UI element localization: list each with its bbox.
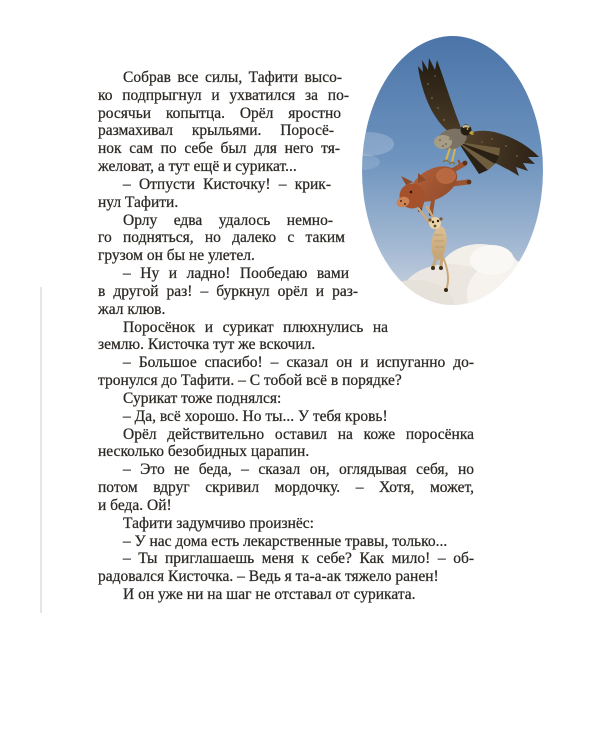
text-line: желоват, а тут ещё и сурикат... bbox=[98, 158, 297, 176]
text-line: радовался Кисточка. – Ведь я та-а-ак тяжело ранен! bbox=[98, 568, 439, 586]
page-edge-shadow bbox=[40, 287, 42, 613]
text-line: – Ты приглашаешь меня к себе? Как мило! – об- bbox=[123, 550, 474, 568]
text-line: несколько безобидных царапин. bbox=[98, 443, 310, 461]
text-line: – Да, всё хорошо. Но ты... У тебя кровь! bbox=[123, 407, 388, 425]
text-line: И он уже ни на шаг не отставал от суриката. bbox=[123, 586, 416, 604]
text-line: – Большое спасибо! – сказал он и испуганно до- bbox=[123, 354, 474, 372]
text-line: потом вдруг скривил мордочку. – Хотя, может, bbox=[98, 479, 474, 497]
text-line: – Отпусти Кисточку! – крик- bbox=[123, 175, 331, 193]
text-line: Поросёнок и сурикат плюхнулись на bbox=[123, 318, 388, 336]
text-line: Орлу едва удалось немно- bbox=[123, 211, 333, 229]
text-line: – Ну и ладно! Пообедаю вами bbox=[123, 265, 349, 283]
text-line: жал клюв. bbox=[98, 300, 166, 318]
text-line: землю. Кисточка тут же вскочил. bbox=[98, 336, 316, 354]
text-line: грузом он бы не улетел. bbox=[98, 247, 255, 265]
text-line: в другой раз! – буркнул орёл и раз- bbox=[98, 282, 358, 300]
story-text bbox=[98, 69, 474, 604]
text-line: Сурикат тоже поднялся: bbox=[123, 389, 282, 407]
text-line: и беда. Ой! bbox=[98, 496, 172, 514]
text-line: тронулся до Тафити. – С тобой всё в порядке? bbox=[98, 372, 402, 390]
text-line: го подняться, но далеко с таким bbox=[98, 229, 345, 247]
text-line: нок сам по себе был для него тя- bbox=[98, 140, 340, 158]
text-line: росячьи копытца. Орёл яростно bbox=[98, 104, 341, 122]
text-line: ко подпрыгнул и ухватился за по- bbox=[98, 86, 349, 104]
text-line: Тафити задумчиво произнёс: bbox=[123, 514, 314, 532]
text-line: нул Тафити. bbox=[98, 193, 179, 211]
text-line: размахивал крыльями. Поросё- bbox=[98, 122, 334, 140]
text-line: – Это не беда, – сказал он, оглядывая себя, но bbox=[123, 461, 474, 479]
text-line: Орёл действительно оставил на коже поросёнка bbox=[123, 425, 474, 443]
text-line: – У нас дома есть лекарственные травы, только... bbox=[123, 532, 448, 550]
text-line: Собрав все силы, Тафити высо- bbox=[123, 69, 342, 86]
